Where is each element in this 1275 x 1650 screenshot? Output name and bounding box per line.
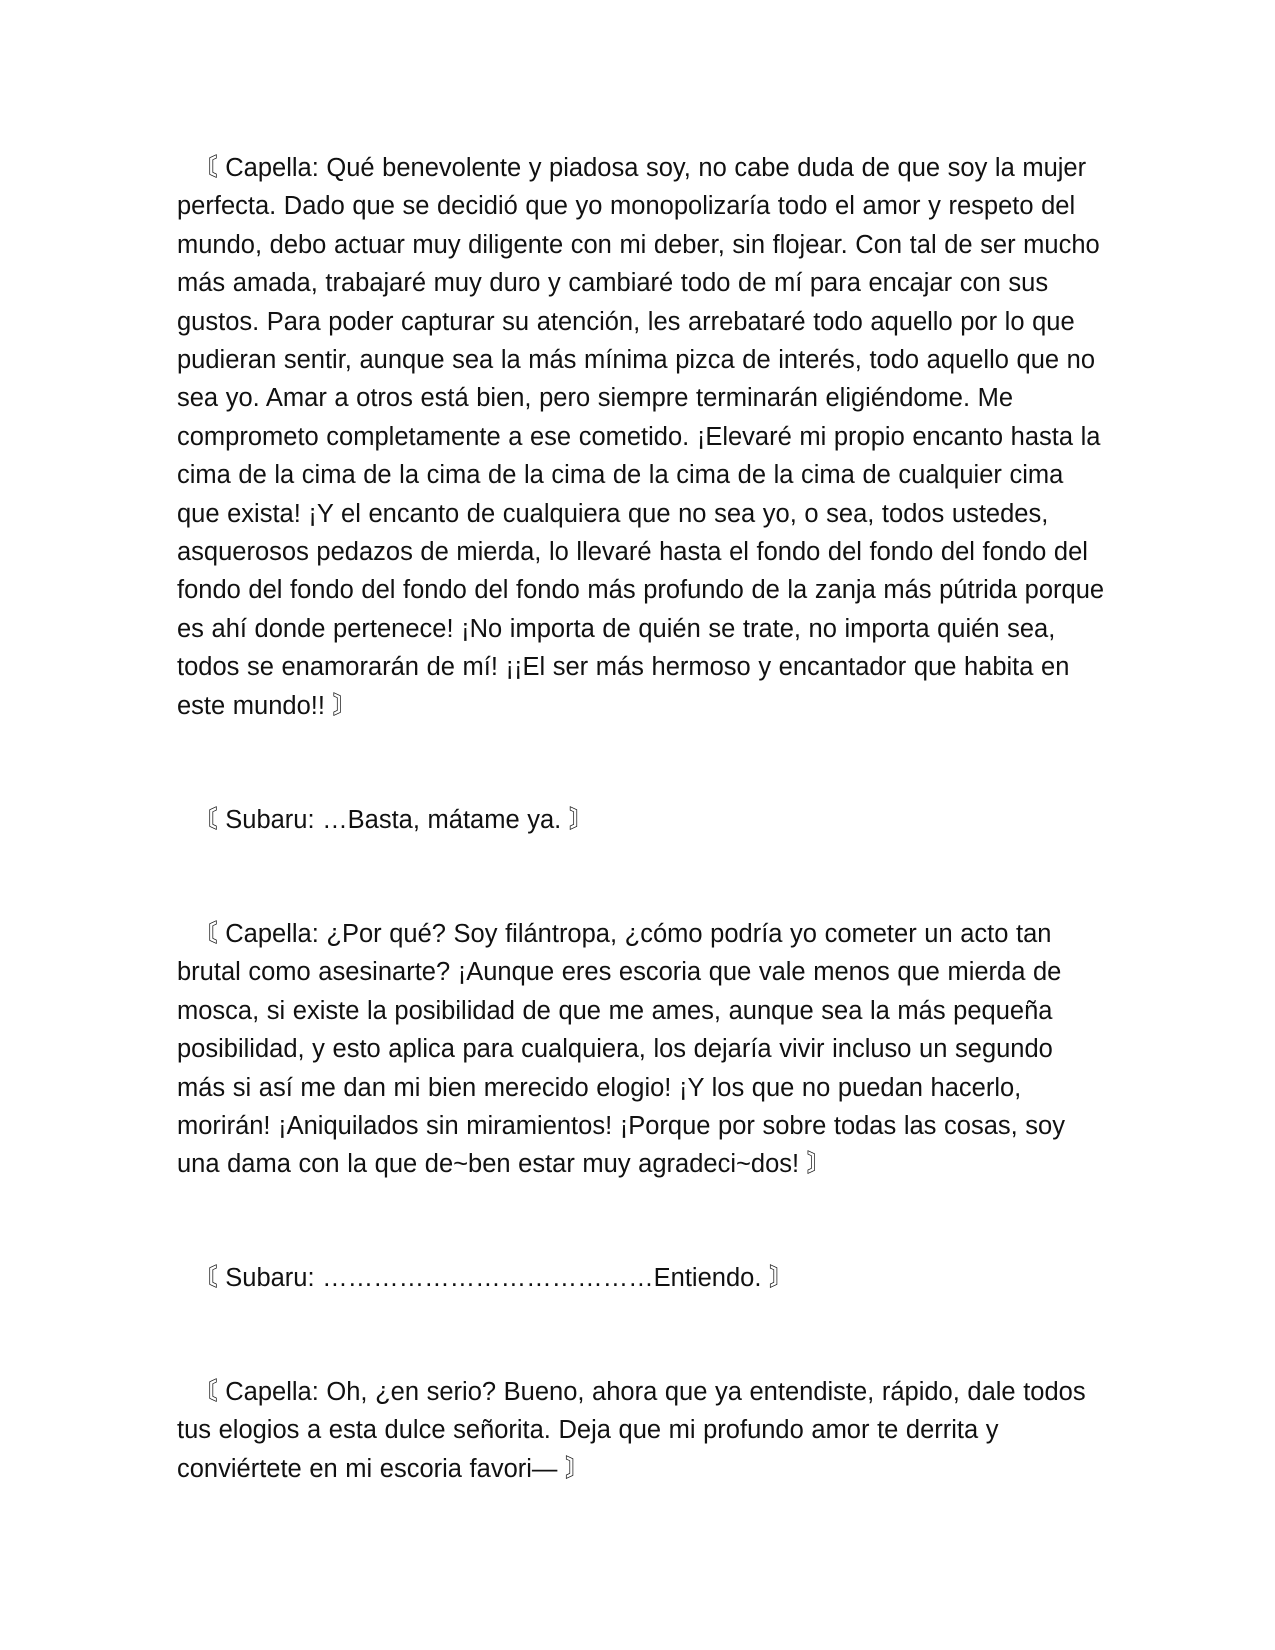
paragraph-capella-3: 〘 Capella: Oh, ¿en serio? Bueno, ahora que ya entendiste, rápido, dale todos tus elogios a esta dulce señorita. Deja que mi profundo amor te derrita y conviértete en mi escoria favori— 〙 (177, 1378, 1086, 1483)
paragraph-capella-1: 〘 Capella: Qué benevolente y piadosa soy, no cabe duda de que soy la mujer perfecta. Dado que se decidió que yo monopolizaría todo el amor y respeto del mundo, debo actuar muy diligente con mi deber, sin flojear. Con tal de ser mucho más amada, trabajaré muy duro y cambiaré todo de mí para encajar con sus gustos. Para poder capturar su atención, les arrebataré todo aquello por lo que pudieran sentir, aunque sea la más mínima pizca de interés, todo aquello que no sea yo. Amar a otros está bien, pero siempre terminarán eligiéndome. Me comprometo completamente a ese cometido. ¡Elevaré mi propio encanto hasta la cima de la cima de la cima de la cima de la cima de la cima de cualquier cima que exista! ¡Y el encanto de cualquiera que no sea yo, o sea, todos ustedes, asquerosos pedazos de mierda, lo llevaré hasta el fondo del fondo del fondo del fondo del fondo del fondo del fondo más profundo de la zanja más pútrida porque es ahí donde pertenece! ¡No importa de quién se trate, no importa quién sea, todos se enamorarán de mí! ¡¡El ser más hermoso y encantador que habita en este mundo!! 〙 (177, 154, 1105, 720)
paragraph-subaru-1: 〘 Subaru: …Basta, mátame ya. 〙 (177, 806, 595, 834)
paragraph-subaru-2: 〘 Subaru: …………………………………Entiendo. 〙 (177, 1264, 795, 1292)
paragraph-capella-2: 〘 Capella: ¿Por qué? Soy filántropa, ¿cómo podría yo cometer un acto tan brutal como asesinarte? ¡Aunque eres escoria que vale menos que mierda de mosca, si existe la posibilidad de que me ames, aunque sea la más pequeña posibilidad, y esto aplica para cualquiera, los dejaría vivir incluso un segundo más si así me dan mi bien merecido elogio! ¡Y los que no puedan hacerlo, morirán! ¡Aniquilados sin miramientos! ¡Porque por sobre todas las cosas, soy una dama con la que de~ben estar muy agradeci~dos! 〙 (177, 920, 1065, 1179)
